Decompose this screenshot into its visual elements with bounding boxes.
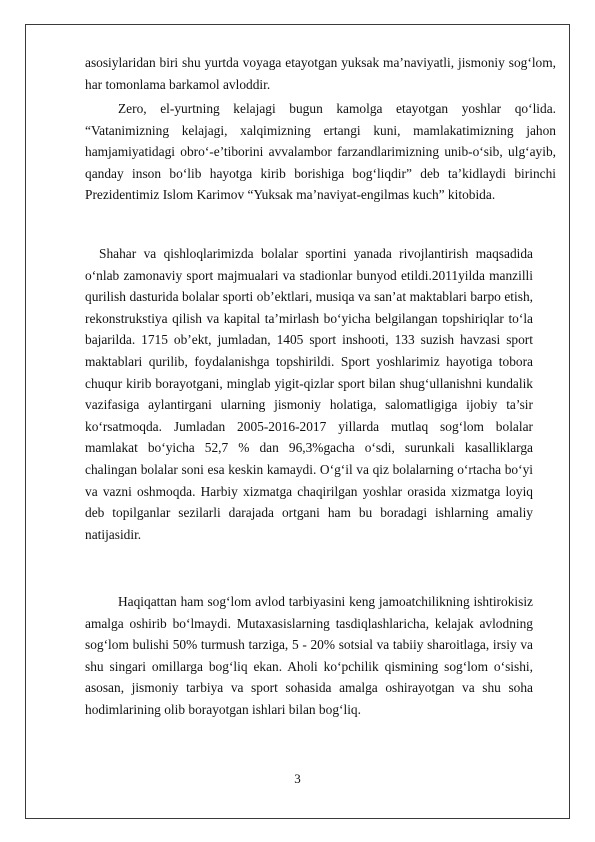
paragraph-bolalar-sporti: Shahar va qishloqlarimizda bolalar sportini yanada rivojlantirish maqsadida o‘nlab zamonaviy sport majmualari va stadionlar bunyod etildi.2011yilda manzilli qurilish dasturida bolalar sporti ob’ektlari, musiqa va san’at maktablari barpo etish, rekonstrukstiya qilish va kapital ta’mirlash bo‘yicha belgilangan topshiriqlar to‘la bajarilda. 1715 ob’ekt, jumladan, 1405 sport inshooti, 133 suzish havzasi sport maktablari qurilib, foydalanishga topshirildi. Sport yoshlarimiz hayotiga tobora chuqur kirib borayotgani, minglab yigit-qizlar sport bilan shug‘ullanishni kundalik vazifasiga aylantirgani ularning jismoniy holatiga, salomatligiga ijobiy ta’sir ko‘rsatmoqda. Jumladan 2005-2016-2017 yillarda mutlaq sog‘lom bolalar mamlakat bo‘yicha 52,7 % dan 96,3%gacha o‘sdi, surunkali kasalliklarga chalingan bolalar soni esa keskin kamaydi. O‘g‘il va qiz bolalarning o‘rtacha bo‘yi va vazni oshmoqda. Harbiy xizmatga chaqirilgan yoshlar orasida xizmatga loyiq deb topilganlar sezilarli darajada ortgani ham bu boradagi ishlarning amaliy natijasidir. <box>85 246 533 542</box>
paragraph-continuation: asosiylaridan biri shu yurtda voyaga etayotgan yuksak ma’naviyatli, jismoniy sog‘lom, har tomonlama barkamol avloddir. <box>85 55 556 92</box>
page-number: 3 <box>294 771 301 786</box>
paragraph-sog-lom-avlod: Haqiqattan ham sog‘lom avlod tarbiyasini keng jamoatchilikning ishtirokisiz amalga oshirib bo‘lmaydi. Mutaxasislarning tasdiqlashlaricha, kelajak avlodning sog‘lom bulishi 50% turmush tarziga, 5 - 20% sotsial va tabiiy sharoitlaga, irsiy va shu singari omillarga bog‘liq ekan. Aholi ko‘pchilik qismining sog‘lom o‘sishi, asosan, jismoniy tarbiya va sport sohasida amalga oshirayotgan va shu soha hodimlarining olib borayotgan ishlari bilan bog‘liq. <box>85 594 533 717</box>
paragraph-zero-el-yurtning: Zero, el-yurtning kelajagi bugun kamolga etayotgan yoshlar qo‘lida. “Vatanimizning kelajagi, xalqimizning ertangi kuni, mamlakatimizning jahon hamjamiyatidagi obro‘-e’tiborini avvalambor farzandlarimizning unib-o‘sib, ulg‘ayib, qanday inson bo‘lib hayotga kirib borishiga bog‘liqdir” deb ta’kidlaydi birinchi Prezidentimiz Islom Karimov “Yuksak ma’naviyat-engilmas kuch” kitobida. <box>85 101 556 203</box>
